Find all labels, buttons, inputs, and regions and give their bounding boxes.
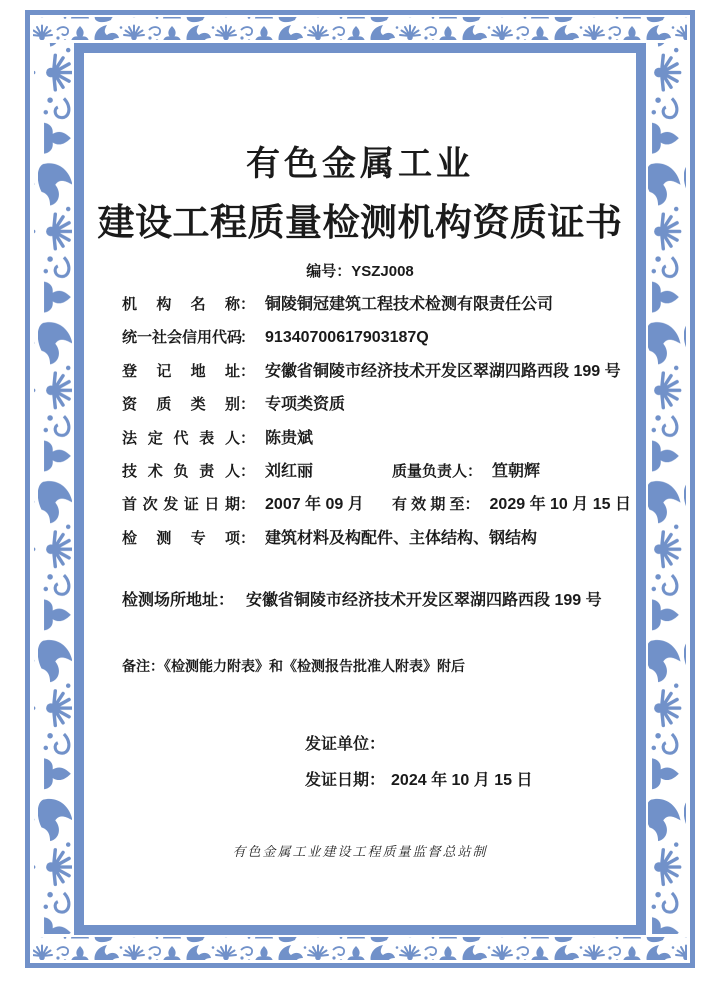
field-label: 资质类别 bbox=[122, 396, 240, 414]
field-label: 检测场所地址 bbox=[122, 592, 219, 609]
field-label: 登记地址 bbox=[122, 362, 240, 380]
printed-by-footer: 有色金属工业建设工程质量监督总站制 bbox=[232, 845, 488, 860]
colon: ： bbox=[240, 529, 256, 547]
remark-line: 备注：《检测能力附表》和《检测报告批准人附表》附后 bbox=[122, 658, 465, 674]
colon: ： bbox=[336, 263, 352, 280]
serial-number-line bbox=[0, 260, 720, 281]
field-label: 发证单位 bbox=[305, 736, 370, 753]
field-value: 陈贵斌 bbox=[265, 429, 314, 447]
field-label: 法定代表人 bbox=[122, 429, 240, 447]
field-row-quality-manager bbox=[392, 455, 540, 488]
border-ornament-bottom bbox=[33, 937, 687, 960]
field-row-credit-code bbox=[122, 321, 632, 354]
field-value: 安徽省铜陵市经济技术开发区翠湖四路西段 199 号 bbox=[265, 362, 621, 380]
field-row-legal-representative bbox=[122, 422, 632, 455]
colon: ： bbox=[240, 496, 256, 514]
field-label: 首次发证日期 bbox=[122, 496, 240, 514]
field-value: 2024 年 10 月 15 日 bbox=[391, 772, 533, 789]
field-row-inspection-specialties bbox=[122, 522, 632, 555]
certificate-title-line1: 有色金属工业 bbox=[246, 145, 474, 183]
colon: ： bbox=[369, 736, 386, 753]
field-label: 机构名称 bbox=[122, 296, 240, 313]
field-value: 铜陵铜冠建筑工程技术检测有限责任公司 bbox=[265, 296, 554, 313]
border-ornament-top bbox=[33, 17, 687, 40]
field-label: 有 效 期 至 bbox=[392, 496, 465, 514]
field-label: 质量负责人 bbox=[392, 462, 468, 480]
colon: ： bbox=[369, 772, 386, 789]
field-value: 笪朝辉 bbox=[492, 462, 541, 480]
colon: ： bbox=[467, 462, 483, 480]
colon: ： bbox=[240, 362, 256, 380]
field-value: 刘红丽 bbox=[265, 462, 314, 480]
field-label: 技术负责人 bbox=[122, 462, 240, 480]
field-row-qualification-type bbox=[122, 388, 632, 421]
colon: ： bbox=[240, 329, 256, 347]
colon: ： bbox=[240, 296, 256, 313]
colon: ： bbox=[240, 396, 256, 414]
field-row-registered-address bbox=[122, 355, 632, 388]
field-row-technical-manager bbox=[122, 455, 632, 488]
field-label: 发证日期 bbox=[305, 772, 370, 789]
field-row-first-issue-date bbox=[122, 488, 632, 521]
field-row-org-name bbox=[122, 288, 632, 321]
field-value: 专项类资质 bbox=[265, 396, 346, 414]
colon: ： bbox=[240, 462, 256, 480]
certificate-title-line2: 建设工程质量检测机构资质证书 bbox=[97, 202, 623, 243]
field-value: 2007 年 09 月 bbox=[265, 496, 364, 514]
field-value: 2029 年 10 月 15 日 bbox=[489, 496, 631, 514]
issue-date-line bbox=[305, 764, 532, 797]
colon: ： bbox=[218, 592, 235, 609]
certificate-fields bbox=[122, 288, 632, 555]
field-value: 91340700617903187Q bbox=[265, 329, 429, 347]
serial-value: YSZJ008 bbox=[351, 263, 414, 280]
field-row-test-site-address bbox=[122, 584, 602, 617]
serial-label: 编号 bbox=[306, 263, 337, 280]
colon: ： bbox=[464, 496, 480, 514]
field-value: 安徽省铜陵市经济技术开发区翠湖四路西段 199 号 bbox=[246, 592, 602, 609]
colon: ： bbox=[240, 429, 256, 447]
field-label: 统一社会信用代码 bbox=[122, 329, 243, 347]
field-label: 检测专项 bbox=[122, 529, 240, 547]
field-value: 建筑材料及构配件、主体结构、钢结构 bbox=[265, 529, 538, 547]
issuing-authority-line bbox=[305, 728, 385, 761]
field-row-valid-until bbox=[392, 488, 631, 521]
